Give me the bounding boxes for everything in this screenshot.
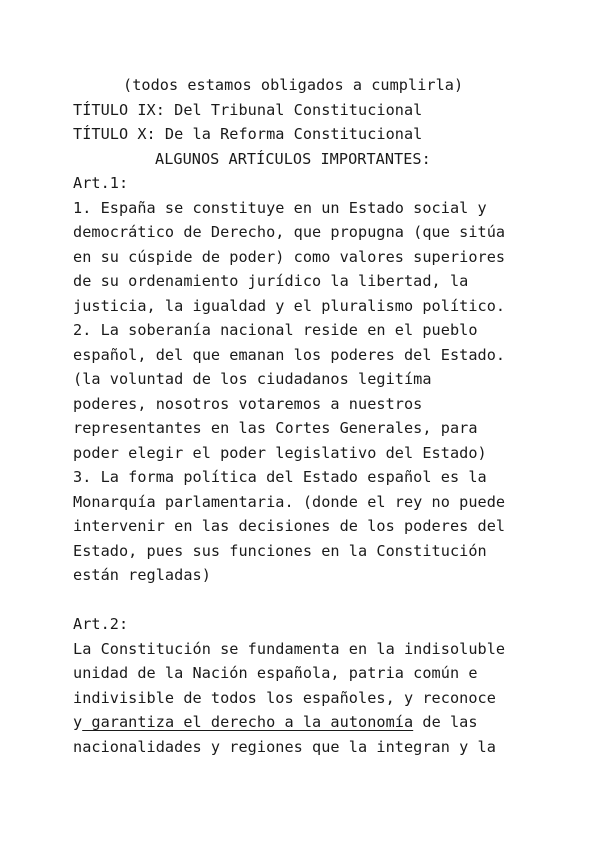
text-line: en su cúspide de poder) como valores superiores	[73, 247, 506, 266]
text-line: democrático de Derecho, que propugna (que sitúa	[73, 223, 506, 241]
text-line: nacionalidades y regiones que la integran y la	[73, 737, 496, 756]
document-text	[73, 73, 583, 759]
article-1-heading: Art.1:	[73, 174, 129, 192]
text-line: (todos estamos obligados a cumplirla)	[123, 76, 464, 94]
text-line: intervenir en las decisiones de los poderes del	[73, 517, 506, 535]
text-line: están regladas)	[73, 566, 211, 584]
text-fragment: de las	[413, 713, 478, 731]
text-line: unidad de la Nación española, patria común e	[73, 664, 478, 682]
text-line: 1. España se constituye en un Estado social y	[73, 198, 487, 217]
article-2-heading: Art.2:	[73, 615, 129, 633]
text-line: Estado, pues sus funciones en la Constitución	[73, 541, 487, 560]
text-line: representantes en las Cortes Generales, para	[73, 419, 478, 437]
text-line: 3. La forma política del Estado español es la	[73, 468, 487, 486]
text-line: de su ordenamiento jurídico la libertad, la	[73, 272, 469, 290]
text-line: Monarquía parlamentaria. (donde el rey no puede	[73, 492, 506, 511]
title-ix-line: TÍTULO IX: Del Tribunal Constitucional	[73, 100, 423, 119]
text-line: La Constitución se fundamenta en la indisoluble	[73, 639, 506, 658]
text-fragment: y	[73, 713, 83, 731]
title-x-line: TÍTULO X: De la Reforma Constitucional	[73, 125, 423, 143]
text-line: poderes, nosotros votaremos a nuestros	[73, 394, 423, 413]
text-line: español, del que emanan los poderes del Estado.	[73, 345, 506, 364]
text-line-with-underline	[73, 710, 583, 735]
text-line: indivisible de todos los españoles, y reconoce	[73, 688, 496, 707]
underlined-text: garantiza el derecho a la autonomía	[82, 713, 414, 731]
blank-line	[73, 588, 583, 613]
text-line: justicia, la igualdad y el pluralismo político.	[73, 296, 506, 315]
section-heading: ALGUNOS ARTÍCULOS IMPORTANTES:	[155, 149, 431, 168]
text-line: 2. La soberanía nacional reside en el pueblo	[73, 321, 478, 339]
text-line: (la voluntad de los ciudadanos legitíma	[73, 370, 432, 388]
text-line: poder elegir el poder legislativo del Estado)	[73, 443, 487, 462]
